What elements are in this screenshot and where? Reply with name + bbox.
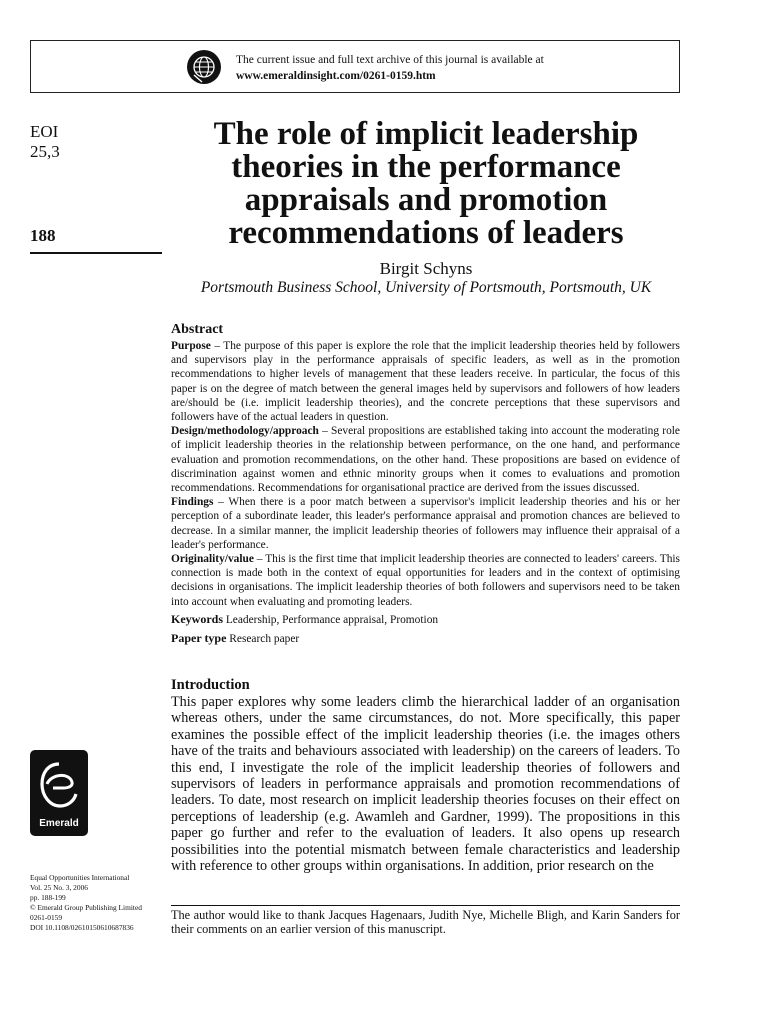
findings-label: Findings [171, 496, 214, 509]
citation-line: Equal Opportunities International [30, 873, 130, 882]
citation-line: © Emerald Group Publishing Limited [30, 903, 142, 912]
design-label: Design/methodology/approach [171, 425, 319, 438]
article-title [172, 118, 680, 250]
keywords-label: Keywords [171, 611, 223, 626]
author-affiliation: Portsmouth Business School, University of Portsmouth, Portsmouth, UK [200, 279, 652, 296]
footnote-divider [171, 905, 680, 906]
citation-block [30, 873, 142, 933]
title-line: recommendations of leaders [228, 215, 624, 251]
introduction-heading: Introduction [171, 677, 250, 693]
introduction-section [171, 677, 680, 874]
acknowledgement-footnote: The author would like to thank Jacques Hagenaars, Judith Nye, Michelle Bligh, and Karin Sanders for their comments on an earlier version of this manuscript. [171, 908, 680, 937]
findings-text: – When there is a poor match between a supervisor's implicit leadership theories and his or her perception of a subordinate leader, this leader's performance appraisal and promotion chances are believed to decrease. In a similar manner, the implicit leadership theories of followers may influence their appraisal of a leader's performance. [171, 496, 680, 551]
title-line: appraisals and promotion [244, 182, 608, 218]
papertype-text: Research paper [226, 632, 300, 645]
originality-label: Originality/value [171, 553, 254, 566]
paper-type [171, 631, 680, 646]
emerald-wordmark: Emerald [39, 818, 79, 829]
page-number: 188 [30, 226, 56, 245]
keywords [171, 612, 680, 627]
abstract-section [171, 321, 680, 646]
archive-notice: The current issue and full text archive of this journal is available at [236, 54, 544, 66]
abstract-originality [171, 552, 680, 609]
emerald-logo [30, 750, 88, 836]
journal-code [30, 122, 60, 162]
keywords-text: Leadership, Performance appraisal, Promotion [223, 613, 439, 626]
purpose-text: – The purpose of this paper is explore the role that the implicit leadership theories held by followers and supervisors play in the performance appraisals of specific leaders, as well as in the promotion recommendations to higher levels of management that these leaders receive. In particular, the focus of this paper is on the degree of match between the general images held by supervisors and followers of how leaders are/should be (i.e. implicit leadership theories), and the concrete perceptions that these supervisors and followers have of the actual leaders in question. [171, 340, 680, 424]
globe-icon [186, 49, 222, 85]
journal-url-link[interactable]: www.emeraldinsight.com/0261-0159.htm [236, 70, 436, 82]
title-line: The role of implicit leadership [213, 116, 639, 152]
citation-line: Vol. 25 No. 3, 2006 [30, 883, 88, 892]
author-name: Birgit Schyns [379, 259, 473, 278]
design-text: – Several propositions are established taking into account the moderating role of implicit leadership theories in the relationship between performance, on the one hand, and performance evaluation and promotion recommendations, on the other hand. These propositions are based on evidence of discrimination against women and ethnic minority groups when it comes to evaluations and promotion recommendations. Recommendations for organisational practice are derived from the issues discussed. [171, 425, 680, 495]
citation-line: DOI 10.1108/02610150610687836 [30, 923, 134, 932]
purpose-label: Purpose [171, 340, 211, 352]
abstract-heading: Abstract [171, 322, 224, 337]
abstract-design [171, 424, 680, 495]
journal-access-banner [30, 40, 680, 93]
originality-text: – This is the first time that implicit leadership theories are connected to leaders' careers. This connection is made both in the context of equal opportunities for leaders and in the context of optimising decisions in organisations. The implicit leadership theories of both followers and supervisors need to be taken into account when evaluating and promoting leaders. [171, 553, 680, 608]
volume-issue: 25,3 [30, 142, 60, 161]
abstract-findings [171, 495, 680, 552]
citation-line: pp. 188-199 [30, 893, 66, 902]
journal-abbrev: EOI [30, 122, 59, 141]
introduction-text: This paper explores why some leaders climb the hierarchical ladder of an organisation whereas others, under the same circumstances, do not. More specifically, this paper examines the possible effect of the implicit leadership theories (i.e. the images others have of the traits and behaviours associated with leadership) on the careers of leaders. To this end, I investigate the role of the implicit leadership theories of followers and supervisors of leaders in performance appraisals and promotion recommendations of leaders. To date, most research on implicit leadership theories focuses on their effect on perceptions of leadership (e.g. Awamleh and Gardner, 1999). The propositions in this paper go further and refer to the evaluation of leaders. It also opens up research possibilities into the potential mismatch between female characteristics and leadership with reference to other groups within organisations. In addition, prior research on the [171, 694, 680, 875]
abstract-purpose [171, 339, 680, 424]
papertype-label: Paper type [171, 630, 227, 645]
margin-divider [30, 252, 162, 254]
citation-line: 0261-0159 [30, 913, 63, 922]
emerald-e-icon [39, 760, 79, 812]
title-line: theories in the performance [231, 149, 621, 185]
